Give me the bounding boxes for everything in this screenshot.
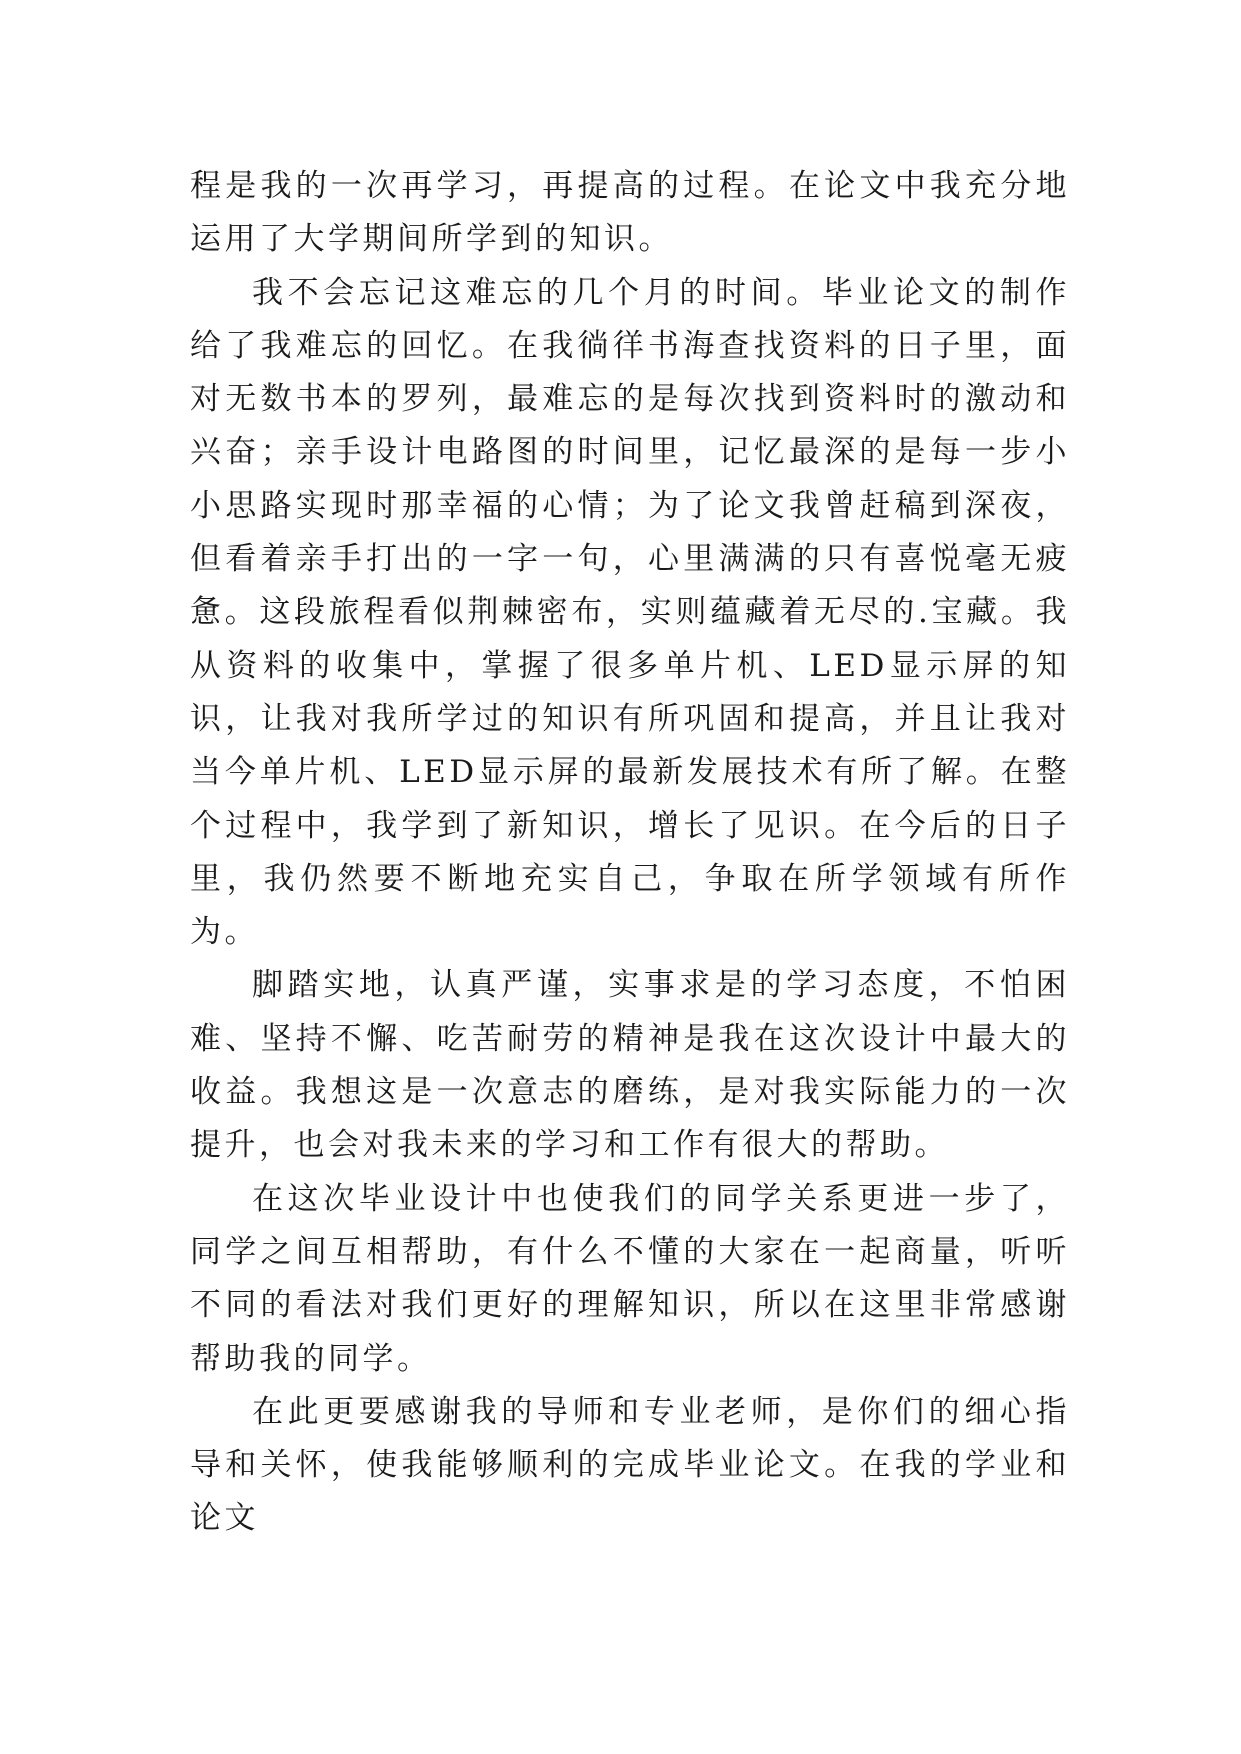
paragraph-1: 程是我的一次再学习，再提高的过程。在论文中我充分地运用了大学期间所学到的知识。 [190, 168, 1070, 258]
paragraph-3: 脚踏实地，认真严谨，实事求是的学习态度，不怕困难、坚持不懈、吃苦耐劳的精神是我在这次设计中最大的收益。我想这是一次意志的磨练，是对我实际能力的一次提升，也会对我未来的学习和工作有很大的帮助。 [190, 967, 1070, 1164]
paragraph-5: 在此更要感谢我的导师和专业老师，是你们的细心指导和关怀，使我能够顺利的完成毕业论文。在我的学业和论文 [190, 1393, 1070, 1537]
paragraph-4: 在这次毕业设计中也使我们的同学关系更进一步了，同学之间互相帮助，有什么不懂的大家在一起商量，听听不同的看法对我们更好的理解知识，所以在这里非常感谢帮助我的同学。 [190, 1180, 1070, 1377]
body-text [190, 160, 1070, 1546]
paragraph-2: 我不会忘记这难忘的几个月的时间。毕业论文的制作给了我难忘的回忆。在我徜徉书海查找资料的日子里，面对无数书本的罗列，最难忘的是每次找到资料时的激动和兴奋；亲手设计电路图的时间里，记忆最深的是每一步小小思路实现时那幸福的心情；为了论文我曾赶稿到深夜，但看着亲手打出的一字一句，心里满满的只有喜悦毫无疲惫。这段旅程看似荆棘密布，实则蕴藏着无尽的.宝藏。我从资料的收集中，掌握了很多单片机、LED显示屏的知识，让我对我所学过的知识有所巩固和提高，并且让我对当今单片机、LED显示屏的最新发展技术有所了解。在整个过程中，我学到了新知识，增长了见识。在今后的日子里，我仍然要不断地充实自己，争取在所学领域有所作为。 [190, 274, 1070, 951]
